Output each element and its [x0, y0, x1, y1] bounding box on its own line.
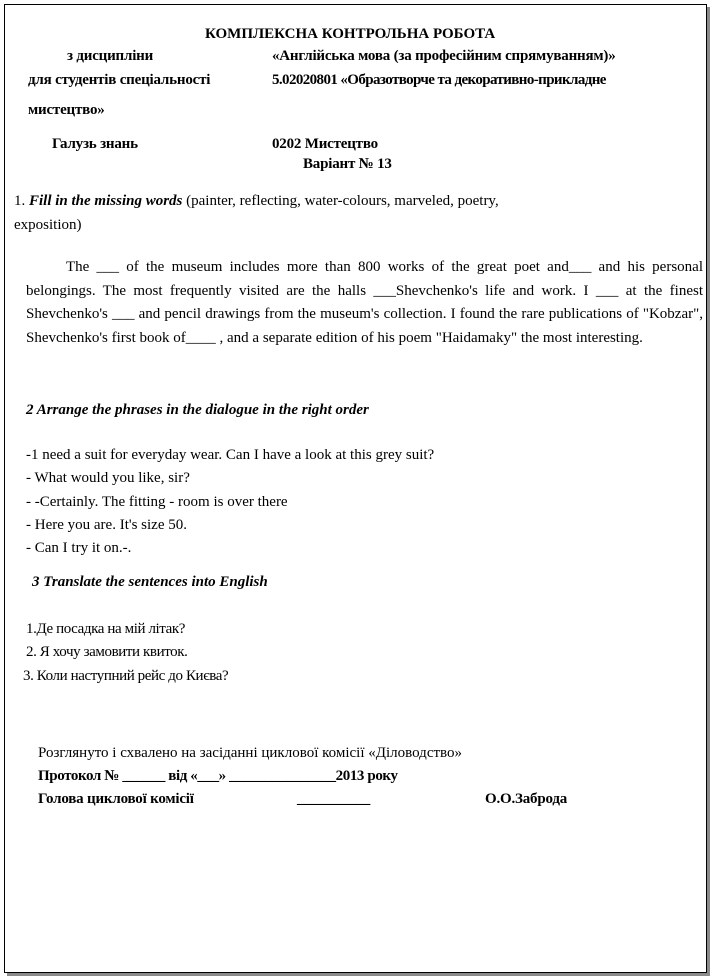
task1-number: 1. [14, 193, 26, 209]
commission-head-label: Голова циклової комісії [38, 791, 194, 807]
approval-note: Розглянуто і схвалено на засіданні циклової комісії «Діловодство» [38, 745, 463, 761]
dialogue-line: - What would you like, sir? [26, 470, 190, 487]
dialogue-list [26, 444, 434, 560]
specialty-value: 5.02020801 «Образотворче та декоративно-прикладне [272, 72, 606, 88]
task1-words-continued: exposition) [14, 217, 82, 233]
dialogue-line: - Can I try it on.-. [26, 540, 132, 557]
dialogue-line: - -Certainly. The fitting - room is over there [26, 493, 288, 510]
specialty-value-continued: мистецтво» [28, 102, 105, 118]
translate-list [23, 618, 229, 688]
task2-heading: 2 Arrange the phrases in the dialogue in the right order [26, 402, 369, 418]
discipline-value: «Англійська мова (за професійним спрямуванням)» [272, 48, 616, 64]
task1-paragraph: The ___ of the museum includes more than 800 works of the great poet and___ and his personal belongings. The most frequently visited are the halls ___Shevchenko's life and work. I ___ at the finest Shevchenko's ___ and pencil drawings from the museum's collection. I found the rare publications of "Kobzar", Shevchenko's first book of____ , and a separate edition of his poem "Haidamaky" the most interesting. [26, 259, 703, 346]
translate-line: 2. Я хочу замовити квиток. [26, 644, 188, 661]
variant-number: Варіант № 13 [303, 156, 392, 172]
task1-heading: Fill in the missing words [29, 193, 183, 209]
translate-line: 1.Де посадка на мій літак? [26, 621, 186, 637]
dialogue-line: - Here you are. It's size 50. [26, 516, 187, 533]
document-title: КОМПЛЕКСНА КОНТРОЛЬНА РОБОТА [205, 26, 496, 42]
translate-line: 3. Коли наступний рейс до Києва? [23, 667, 229, 684]
specialty-label: для студентів спеціальності [28, 72, 211, 88]
task1-header [14, 193, 499, 210]
commission-head-name: О.О.Заброда [485, 791, 568, 807]
document-page [4, 4, 707, 973]
dialogue-line: -1 need a suit for everyday wear. Can I have a look at this grey suit? [26, 447, 435, 463]
field-label: Галузь знань [52, 136, 138, 152]
task1-words: (painter, reflecting, water-colours, marveled, poetry, [186, 193, 499, 209]
protocol-line: Протокол № ______ від «___» _______________2013 року [38, 768, 398, 784]
task3-heading: 3 Translate the sentences into English [32, 574, 268, 590]
field-value: 0202 Мистецтво [272, 136, 378, 152]
discipline-label: з дисципліни [67, 48, 154, 64]
signature-line: __________ [297, 791, 371, 807]
